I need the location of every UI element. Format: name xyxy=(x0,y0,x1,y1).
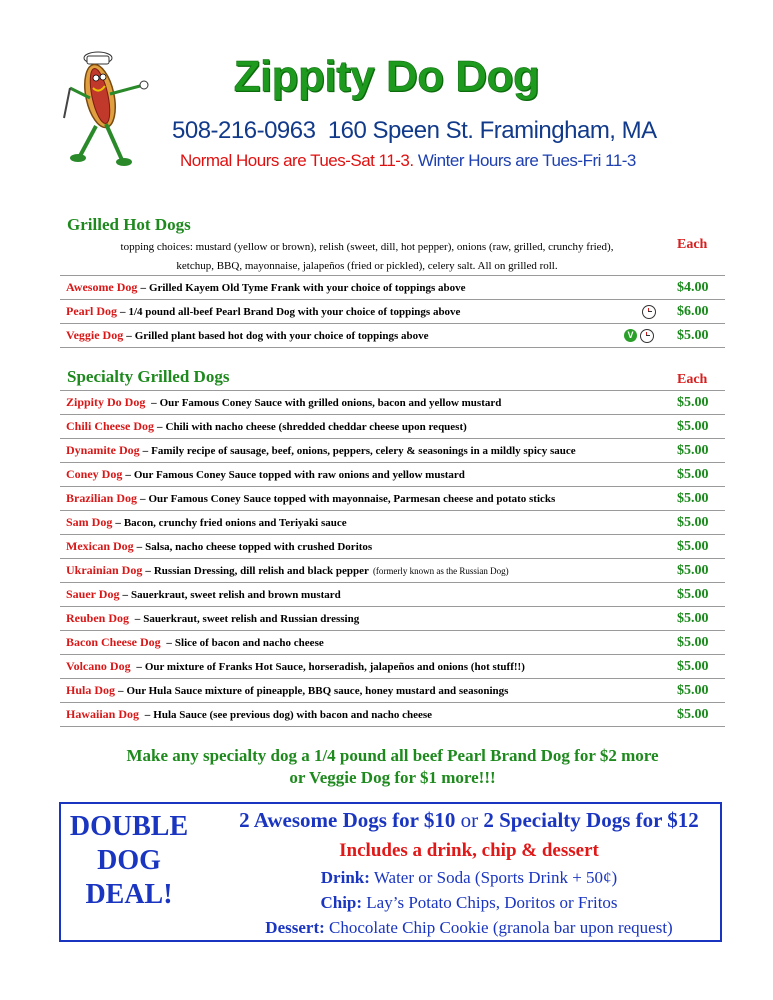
item-description: Sauerkraut, sweet relish and Russian dressing xyxy=(143,612,360,625)
item-name: Coney Dog xyxy=(66,467,123,481)
menu-item-reuben-dog: Reuben Dog – Sauerkraut, sweet relish and Russian dressing $5.00 xyxy=(60,606,725,630)
specialty-menu-list xyxy=(60,390,725,727)
item-price: $5.00 xyxy=(677,610,709,626)
offer-or: or xyxy=(460,808,479,832)
item-price: $5.00 xyxy=(677,682,709,698)
item-description: Our mixture of Franks Hot Sauce, horseradish, jalapeños and onions (hot stuff!!) xyxy=(144,660,525,673)
menu-item-coney-dog: Coney Dog – Our Famous Coney Sauce topped with raw onions and yellow mustard $5.00 xyxy=(60,462,725,486)
topping-line-1: topping choices: mustard (yellow or brown), relish (sweet, dill, hot pepper), onions (raw, grilled, crunchy fried), xyxy=(120,241,614,253)
item-name: Reuben Dog xyxy=(66,611,130,625)
grilled-each-label: Each xyxy=(677,237,708,252)
upsell-line-1: Make any specialty dog a 1/4 pound all beef Pearl Brand Dog for $2 more xyxy=(126,746,659,765)
item-description: Bacon, crunchy fried onions and Teriyaki sauce xyxy=(123,516,347,529)
deal-offer xyxy=(209,808,729,833)
item-name: Dynamite Dog xyxy=(66,443,140,457)
offer-awesome-dogs: 2 Awesome Dogs for $10 xyxy=(239,808,456,832)
menu-item-hawaiian-dog: Hawaiian Dog – Hula Sauce (see previous dog) with bacon and nacho cheese $5.00 xyxy=(60,702,725,727)
item-description: Russian Dressing, dill relish and black pepper xyxy=(153,564,369,577)
clock-icon xyxy=(640,329,654,343)
deal-includes: Includes a drink, chip & dessert xyxy=(339,840,599,861)
item-price: $5.00 xyxy=(677,418,709,434)
item-price: $5.00 xyxy=(677,634,709,650)
menu-item-pearl-dog: Pearl Dog – 1/4 pound all-beef Pearl Brand Dog with your choice of toppings above $6.00 xyxy=(60,299,725,323)
item-name: Veggie Dog xyxy=(66,328,124,342)
double-dog-deal-box xyxy=(59,802,722,942)
dessert-label: Dessert: xyxy=(265,918,325,937)
grilled-menu-list xyxy=(60,275,725,348)
item-description: Salsa, nacho cheese topped with crushed Doritos xyxy=(145,540,373,553)
item-description: Chili with nacho cheese (shredded cheddar cheese upon request) xyxy=(165,420,467,433)
item-name: Bacon Cheese Dog xyxy=(66,635,161,649)
clock-icon xyxy=(642,305,656,319)
topping-choices xyxy=(60,238,674,276)
deal-title-line: DOUBLE xyxy=(69,811,189,842)
deal-dessert xyxy=(209,918,729,938)
item-name: Brazilian Dog xyxy=(66,491,137,505)
item-price: $5.00 xyxy=(677,514,709,530)
menu-item-sam-dog: Sam Dog – Bacon, crunchy fried onions and Teriyaki sauce $5.00 xyxy=(60,510,725,534)
item-price: $6.00 xyxy=(677,303,709,319)
item-name: Hula Dog xyxy=(66,683,116,697)
deal-title xyxy=(63,810,195,912)
item-name: Sauer Dog xyxy=(66,587,120,601)
chip-label: Chip: xyxy=(320,893,363,912)
item-description: Our Famous Coney Sauce with grilled onions, bacon and yellow mustard xyxy=(159,396,502,409)
item-description: Hula Sauce (see previous dog) with bacon and nacho cheese xyxy=(153,708,433,721)
specialty-section-title: Specialty Grilled Dogs xyxy=(67,367,230,386)
business-hours xyxy=(180,151,636,171)
deal-chip xyxy=(209,893,729,913)
item-description: Our Hula Sauce mixture of pineapple, BBQ sauce, honey mustard and seasonings xyxy=(126,684,509,697)
item-price: $5.00 xyxy=(677,442,709,458)
item-price: $5.00 xyxy=(677,490,709,506)
item-price: $5.00 xyxy=(677,562,709,578)
item-price: $4.00 xyxy=(677,279,709,295)
contact-line xyxy=(172,117,657,145)
item-price: $5.00 xyxy=(677,706,709,722)
deal-drink xyxy=(209,868,729,888)
item-name: Pearl Dog xyxy=(66,304,117,318)
item-description: Our Famous Coney Sauce topped with mayonnaise, Parmesan cheese and potato sticks xyxy=(148,492,556,505)
topping-line-2: ketchup, BBQ, mayonnaise, jalapeños (fried or pickled), celery salt. All on grilled roll. xyxy=(176,260,558,272)
item-name: Zippity Do Dog xyxy=(66,395,146,409)
item-description: Slice of bacon and nacho cheese xyxy=(174,636,324,649)
phone-number[interactable]: 508-216-0963 xyxy=(172,117,316,144)
item-description: Our Famous Coney Sauce topped with raw onions and yellow mustard xyxy=(133,468,465,481)
menu-item-dynamite-dog: Dynamite Dog – Family recipe of sausage, beef, onions, peppers, celery & seasonings in a mildly spicy sauce $5.00 xyxy=(60,438,725,462)
dessert-value: Chocolate Chip Cookie (granola bar upon request) xyxy=(329,918,673,937)
chip-value: Lay’s Potato Chips, Doritos or Fritos xyxy=(366,893,618,912)
item-description: 1/4 pound all-beef Pearl Brand Dog with your choice of toppings above xyxy=(128,305,461,318)
item-price: $5.00 xyxy=(677,394,709,410)
item-name: Volcano Dog xyxy=(66,659,131,673)
item-name: Awesome Dog xyxy=(66,280,138,294)
winter-hours: Winter Hours are Tues-Fri 11-3 xyxy=(417,151,636,170)
item-description: Sauerkraut, sweet relish and brown mustard xyxy=(130,588,341,601)
item-price: $5.00 xyxy=(677,466,709,482)
menu-item-bacon-cheese-dog: Bacon Cheese Dog – Slice of bacon and nacho cheese $5.00 xyxy=(60,630,725,654)
item-price: $5.00 xyxy=(677,538,709,554)
item-description: Grilled Kayem Old Tyme Frank with your choice of toppings above xyxy=(148,281,466,294)
item-price: $5.00 xyxy=(677,327,709,343)
item-name: Mexican Dog xyxy=(66,539,134,553)
drink-label: Drink: xyxy=(320,868,370,887)
normal-hours: Normal Hours are Tues-Sat 11-3. xyxy=(180,151,414,170)
item-price: $5.00 xyxy=(677,586,709,602)
item-name: Ukrainian Dog xyxy=(66,563,143,577)
menu-item-sauer-dog: Sauer Dog – Sauerkraut, sweet relish and brown mustard $5.00 xyxy=(60,582,725,606)
item-name: Chili Cheese Dog xyxy=(66,419,154,433)
menu-item-ukrainian-dog: Ukrainian Dog – Russian Dressing, dill relish and black pepper (formerly known as the Russian Dog) $5.00 xyxy=(60,558,725,582)
upsell-line-2: or Veggie Dog for $1 more!!! xyxy=(289,768,496,787)
item-name: Hawaiian Dog xyxy=(66,707,140,721)
item-note: (formerly known as the Russian Dog) xyxy=(372,565,509,576)
item-description: Grilled plant based hot dog with your choice of toppings above xyxy=(134,329,429,342)
menu-item-mexican-dog: Mexican Dog – Salsa, nacho cheese topped with crushed Doritos $5.00 xyxy=(60,534,725,558)
menu-item-zippity-do-dog: Zippity Do Dog – Our Famous Coney Sauce with grilled onions, bacon and yellow mustard $5.00 xyxy=(60,390,725,414)
deal-title-line: DEAL! xyxy=(85,879,173,910)
menu-item-volcano-dog: Volcano Dog – Our mixture of Franks Hot Sauce, horseradish, jalapeños and onions (hot stuff!!) $5.00 xyxy=(60,654,725,678)
grilled-section-title: Grilled Hot Dogs xyxy=(67,215,191,234)
item-price: $5.00 xyxy=(677,658,709,674)
offer-specialty-dogs: 2 Specialty Dogs for $12 xyxy=(483,808,699,832)
menu-item-brazilian-dog: Brazilian Dog – Our Famous Coney Sauce topped with mayonnaise, Parmesan cheese and potato sticks $5.00 xyxy=(60,486,725,510)
veggie-icon: V xyxy=(624,329,637,342)
street-address: 160 Speen St. Framingham, MA xyxy=(327,117,657,144)
menu-item-chili-cheese-dog: Chili Cheese Dog – Chili with nacho cheese (shredded cheddar cheese upon request) $5.00 xyxy=(60,414,725,438)
menu-item-hula-dog: Hula Dog – Our Hula Sauce mixture of pineapple, BBQ sauce, honey mustard and seasonings $5.00 xyxy=(60,678,725,702)
deal-title-line: DOG xyxy=(97,845,161,876)
specialty-each-label: Each xyxy=(677,372,708,387)
restaurant-title: Zippity Do Dog xyxy=(233,52,540,101)
item-description: Family recipe of sausage, beef, onions, peppers, celery & seasonings in a mildly spicy sauce xyxy=(151,444,576,457)
drink-value: Water or Soda (Sports Drink + 50¢) xyxy=(373,868,618,887)
item-name: Sam Dog xyxy=(66,515,113,529)
upsell-note xyxy=(60,745,725,789)
menu-item-awesome-dog: Awesome Dog – Grilled Kayem Old Tyme Frank with your choice of toppings above $4.00 xyxy=(60,275,725,299)
menu-item-veggie-dog: Veggie Dog – Grilled plant based hot dog with your choice of toppings above V $5.00 xyxy=(60,323,725,348)
